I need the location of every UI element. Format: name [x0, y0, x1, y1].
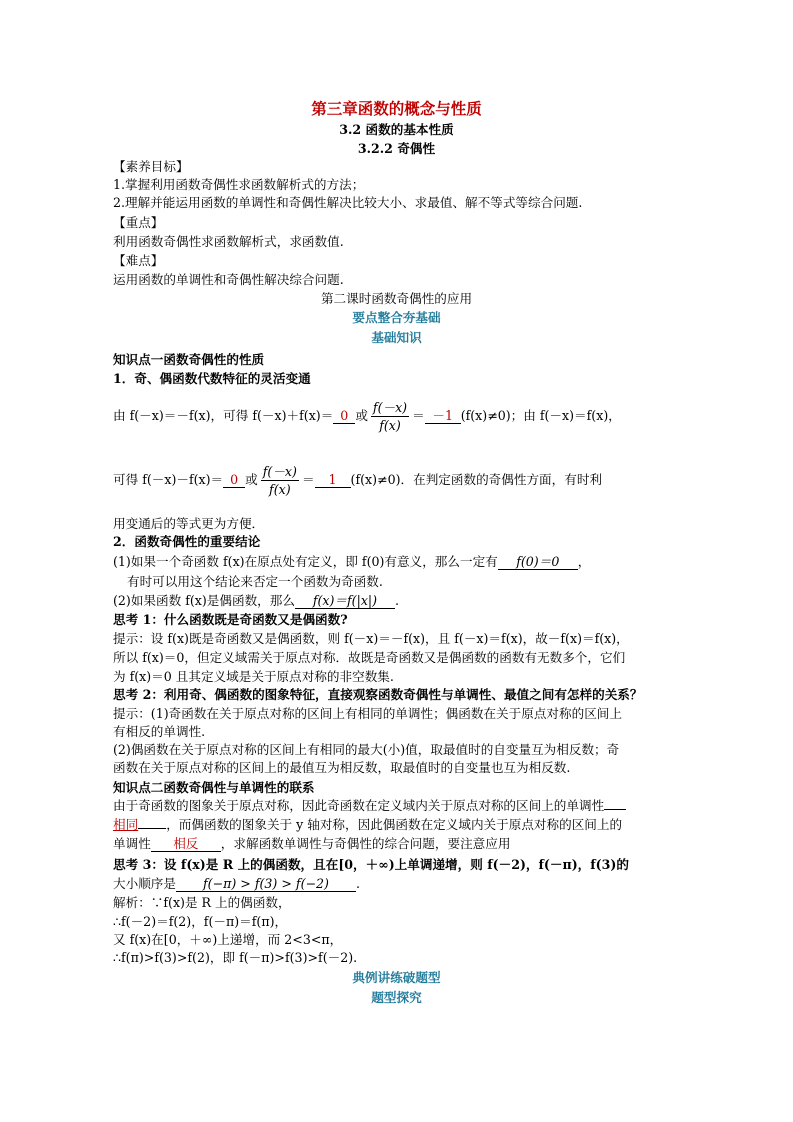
kp2-line	[113, 797, 626, 815]
think3-text: .	[355, 876, 360, 891]
solution-line: ∴f(π)>f(3)>f(2)，即 f(－π)>f(3)>f(－2).	[113, 950, 358, 965]
kp1-point2-heading: 2．函数奇偶性的重要结论	[113, 534, 261, 549]
formula-text: (f(x)≠0)；由 f(－x)＝f(x)，	[460, 408, 621, 423]
formula-text: ＝	[412, 408, 425, 423]
kp2-text: 由于奇函数的图象关于原点对称，因此奇函数在定义域内关于原点对称的区间上的单调性	[113, 798, 605, 813]
key-heading: 【重点】	[113, 215, 164, 230]
fraction-numerator: f(－x)	[262, 464, 297, 479]
think3-question	[113, 856, 629, 874]
conclusion-2	[113, 592, 399, 610]
chapter-title: 第三章函数的概念与性质	[311, 99, 482, 118]
kp2-line	[113, 816, 622, 834]
conclusion-1	[113, 553, 590, 571]
key-text: 利用函数奇偶性求函数解析式，求函数值.	[113, 234, 344, 249]
formula-line-2	[113, 462, 602, 498]
fraction-denominator: f(x)	[269, 482, 291, 497]
think2-question: 思考 2：利用奇、偶函数的图象特征，直接观察函数奇偶性与单调性、最值之间有怎样的关系？	[113, 687, 643, 702]
think1-answer-line: 所以 f(x)＝0，但定义域需关于原点对称．故既是奇函数又是偶函数的函数有无数多个，它们	[113, 650, 626, 665]
conclusion-text: .	[394, 593, 399, 608]
think3-question-line-2	[113, 875, 360, 893]
formula-text: 由 f(－x)＝－f(x)，可得 f(－x)＋f(x)＝	[113, 408, 334, 423]
answer-blank: 相同	[113, 817, 139, 832]
kp2-text: ，求解函数单调性与奇偶性的综合问题，要注意应用	[220, 836, 511, 851]
think3-text: 思考 3：设 f(x)是 R 上的偶函数，且在[0，＋∞)上单调递增，则 f(－2)，f(－π)，f(3)的	[113, 857, 629, 872]
answer-blank: 0	[333, 408, 355, 424]
section-subheading-problems: 题型探究	[371, 990, 422, 1005]
think1-answer-line: 为 f(x)＝0 且其定义域是关于原点对称的非空数集.	[113, 669, 394, 684]
fraction	[261, 463, 299, 498]
lesson-title: 第二课时函数奇偶性的应用	[320, 291, 473, 306]
think2-answer-line: 函数在关于原点对称的区间上的最值互为相反数，取最值时的自变量也互为相反数.	[113, 760, 571, 775]
goal-item-1: 1.掌握利用函数奇偶性求函数解析式的方法；	[113, 177, 365, 192]
underline-gap	[604, 809, 626, 810]
think3-text: 大小顺序是	[113, 876, 176, 891]
fraction	[371, 399, 409, 434]
kp1-heading: 知识点一函数奇偶性的性质	[113, 352, 265, 367]
answer-blank: f(0)＝0	[498, 554, 578, 570]
kp2-line	[113, 835, 510, 853]
formula-line-3: 用变通后的等式更为方便．	[113, 516, 265, 531]
section-heading-examples: 典例讲练破题型	[352, 970, 441, 985]
answer-blank: －1	[425, 408, 461, 424]
solution-line: ∴f(－2)＝f(2)，f(－π)＝f(π)，	[113, 914, 288, 929]
section-subheading-knowledge: 基础知识	[371, 330, 422, 345]
fraction-denominator: f(x)	[379, 418, 401, 433]
formula-text: (f(x)≠0)．在判定函数的奇偶性方面，有时利	[350, 472, 603, 487]
formula-text: 或	[355, 408, 368, 423]
solution-line: 解析：∵f(x)是 R 上的偶函数，	[113, 895, 291, 910]
difficulty-heading: 【难点】	[113, 253, 164, 268]
formula-text: ＝	[301, 472, 315, 487]
answer-blank: 0	[223, 472, 245, 488]
answer-blank: f(x)＝f(|x|)	[295, 593, 395, 609]
goal-item-2: 2.理解并能运用函数的单调性和奇偶性解决比较大小、求最值、解不等式等综合问题.	[113, 195, 583, 210]
conclusion-text: (2)如果函数 f(x)是偶函数，那么	[113, 593, 295, 608]
think2-answer-line: 有相反的单调性.	[113, 724, 206, 739]
kp2-text: ，而偶函数的图象关于 y 轴对称，因此偶函数在定义域内关于原点对称的区间上的	[166, 817, 623, 832]
difficulty-text: 运用函数的单调性和奇偶性解决综合问题.	[113, 272, 344, 287]
think1-answer-line: 提示：设 f(x)既是奇函数又是偶函数，则 f(－x)＝－f(x)，且 f(－x)＝f(x)，故－f(x)＝f(x)，	[113, 631, 629, 646]
fraction-numerator: f(－x)	[372, 400, 408, 415]
section-heading-basics: 要点整合夯基础	[352, 310, 441, 325]
section-title: 3.2 函数的基本性质	[339, 122, 454, 137]
kp2-heading: 知识点二函数奇偶性与单调性的联系	[113, 780, 315, 795]
think2-answer-line: 提示：(1)奇函数在关于原点对称的区间上有相同的单调性；偶函数在关于原点对称的区间上	[113, 706, 622, 721]
solution-line: 又 f(x)在[0，＋∞)上递增，而 2<3<π，	[113, 932, 343, 947]
goals-heading: 【素养目标】	[113, 159, 189, 174]
formula-text: 可得 f(－x)－f(x)＝	[113, 472, 224, 487]
answer-blank: 相反	[151, 836, 221, 852]
conclusion-text: (1)如果一个奇函数 f(x)在原点处有定义，即 f(0)有意义，那么一定有	[113, 554, 498, 569]
subsection-title: 3.2.2 奇偶性	[357, 141, 436, 156]
think1-question: 思考 1：什么函数既是奇函数又是偶函数?	[113, 612, 348, 627]
kp1-point1-heading: 1．奇、偶函数代数特征的灵活变通	[113, 371, 311, 386]
underline-gap	[138, 828, 166, 829]
answer-blank: f(−π) > f(3) > f(−2)	[176, 876, 356, 892]
formula-text: 或	[245, 472, 258, 487]
formula-line-1	[113, 398, 621, 434]
think2-answer-line: (2)偶函数在关于原点对称的区间上有相同的最大(小)值，取最值时的自变量互为相反数；奇	[113, 742, 620, 757]
answer-blank: 1	[315, 472, 351, 488]
kp2-text: 单调性	[113, 836, 151, 851]
conclusion-1-note: 有时可以用这个结论来否定一个函数为奇函数.	[127, 574, 383, 589]
conclusion-text: ，	[577, 554, 591, 569]
